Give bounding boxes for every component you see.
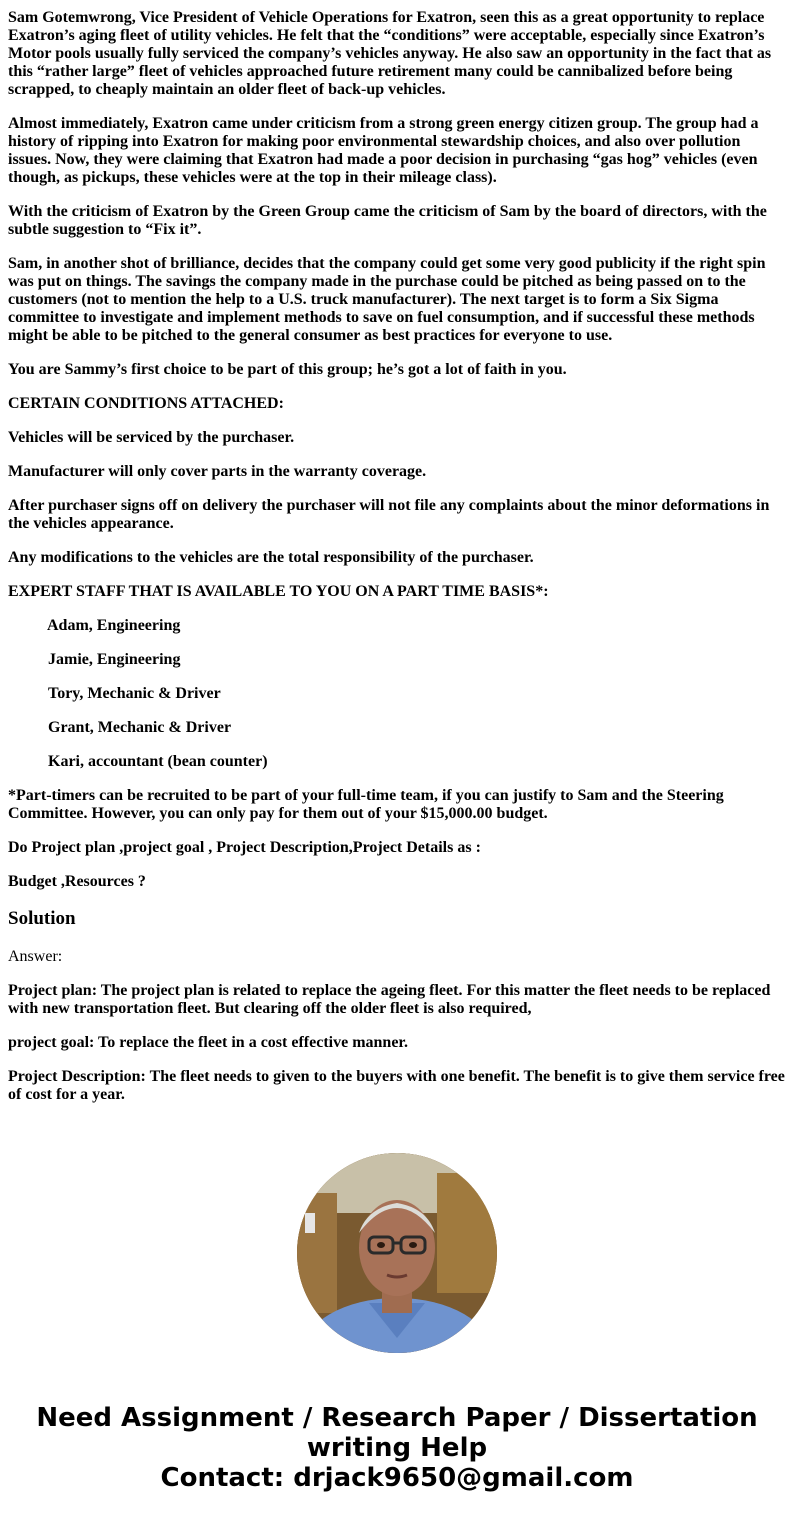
staff-member: Tory, Mechanic & Driver [48,685,221,702]
condition-item: Any modifications to the vehicles are the total responsibility of the purchaser. [8,549,534,566]
intro-paragraph: Sam Gotemwrong, Vice President of Vehicle Operations for Exatron, seen this as a great opportunity to replace Exatron’s aging fleet of utility vehicles. He felt that the “conditions” were acceptable, especially since Exatron’s Motor pools usually fully serviced the company’s vehicles anyway. He also saw an opportunity in the fact that as this “rather large” fleet of vehicles approached future retirement many could be cannibalized before being scrapped, to cheaply maintain an older fleet of back-up vehicles. [8,9,772,98]
condition-item: Manufacturer will only cover parts in the warranty coverage. [8,463,427,480]
staff-member: Grant, Mechanic & Driver [48,719,232,736]
author-portrait-image [297,1153,497,1353]
criticism-paragraph: Almost immediately, Exatron came under criticism from a strong green energy citizen group. The group had a history of ripping into Exatron for making poor environmental stewardship choices, and also over pollution issues. Now, they were claiming that Exatron had made a poor decision in purchasing “gas hog” vehicles (even though, as pickups, these vehicles were at the top in their mileage class). [8,115,759,186]
author-avatar [297,1153,497,1353]
board-paragraph: With the criticism of Exatron by the Green Group came the criticism of Sam by the board of directors, with the subtle suggestion to “Fix it”. [8,203,767,238]
banner-line: Need Assignment / Research Paper / Dissertation [36,1403,758,1433]
staff-heading: EXPERT STAFF THAT IS AVAILABLE TO YOU ON A PART TIME BASIS*: [8,583,549,600]
staff-member: Kari, accountant (bean counter) [48,753,268,770]
staff-member: Jamie, Engineering [48,651,181,668]
answer-label: Answer: [8,948,63,965]
staff-member: Adam, Engineering [47,617,181,634]
project-plan: Project plan: The project plan is related to replace the ageing fleet. For this matter the fleet needs to be replaced with new transportation fleet. But clearing off the older fleet is also required, [8,982,771,1017]
six-sigma-paragraph: Sam, in another shot of brilliance, decides that the company could get some very good publicity if the right spin was put on things. The savings the company made in the purchase could be pitched as being passed on to the customers (not to mention the help to a U.S. truck manufacturer). The next target is to form a Six Sigma committee to investigate and implement methods to save on fuel consumption, and if successful these methods might be able to be pitched to the general consumer as best practices for everyone to use. [8,255,766,344]
contact-banner [0,1403,794,1493]
staff-footnote: *Part-timers can be recruited to be part of your full-time team, if you can justify to Sam and the Steering Committee. However, you can only pay for them out of your $15,000.00 budget. [8,787,724,822]
solution-heading: Solution [8,908,76,929]
banner-line: writing Help [306,1433,488,1463]
question-line: Budget ,Resources ? [8,873,146,890]
banner-contact-line: Contact: drjack9650@gmail.com [160,1463,634,1493]
question-line: Do Project plan ,project goal , Project Description,Project Details as : [8,839,481,856]
condition-item: After purchaser signs off on delivery the purchaser will not file any complaints about the minor deformations in the vehicles appearance. [8,497,770,532]
faith-paragraph: You are Sammy’s first choice to be part of this group; he’s got a lot of faith in you. [8,361,567,378]
project-description: Project Description: The fleet needs to given to the buyers with one benefit. The benefit is to give them service free of cost for a year. [8,1068,785,1103]
project-goal: project goal: To replace the fleet in a cost effective manner. [8,1034,409,1051]
document-body [8,9,786,1120]
conditions-heading: CERTAIN CONDITIONS ATTACHED: [8,395,284,412]
condition-item: Vehicles will be serviced by the purchaser. [8,429,295,446]
